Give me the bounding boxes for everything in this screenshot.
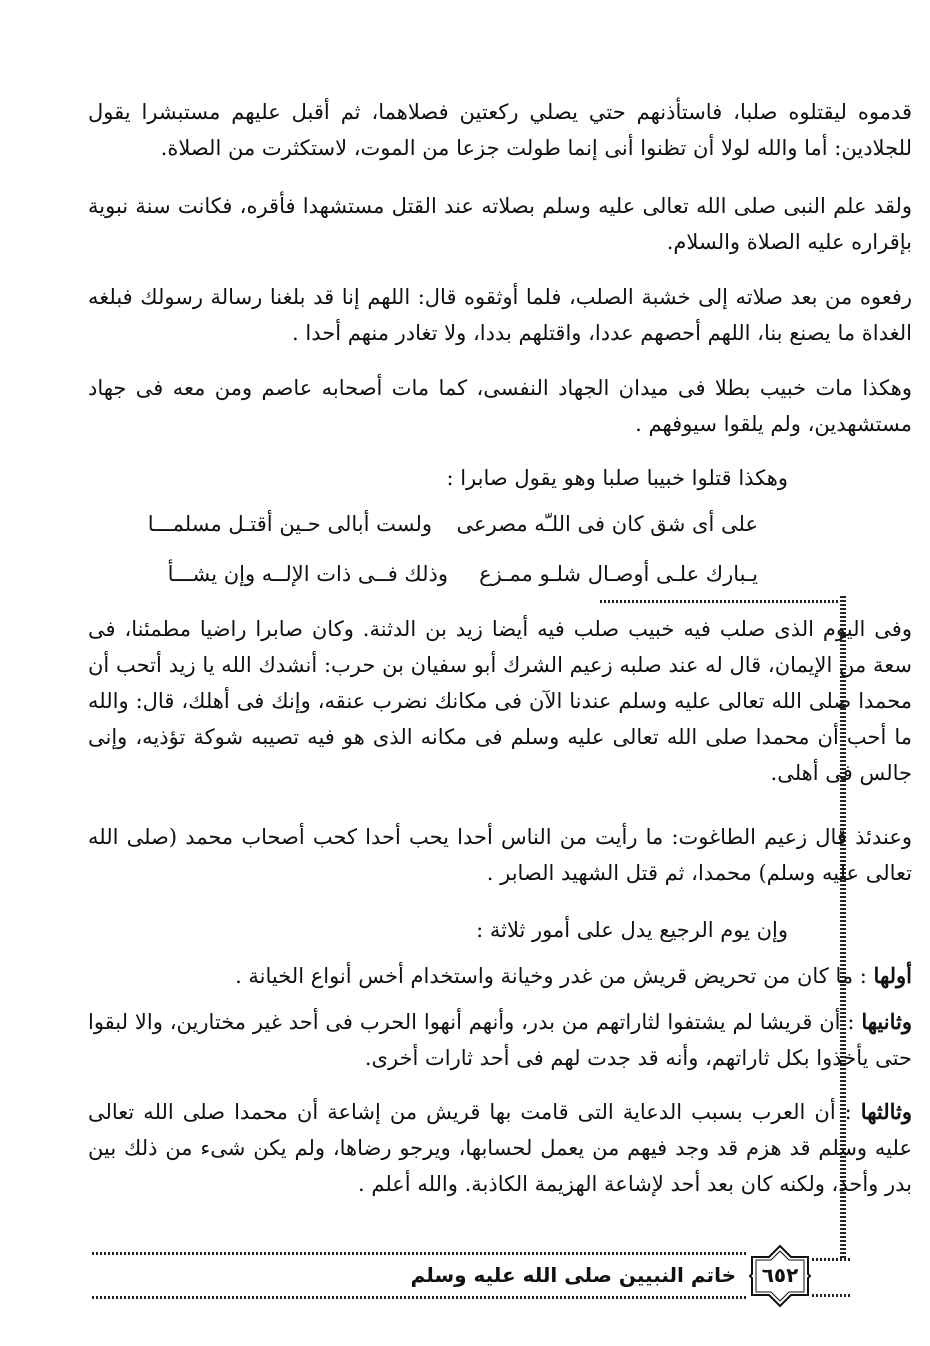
paragraph-first-matter	[88, 958, 912, 994]
second-matter-lead: وثانيها	[861, 1009, 912, 1034]
paragraph-three-matters-intro: وإن يوم الرجيع يدل على أمور ثلاثة :	[476, 918, 788, 942]
footer-rule-right-top	[812, 1258, 852, 1261]
frame-border-top	[600, 600, 848, 603]
paragraph-crucifixion-supplication: رفعوه من بعد صلاته إلى خشبة الصلب، فلما أوثقوه قال: اللهم إنا قد بلغنا رسالة رسولك فبلغه الغداة ما يصنع بنا، اللهم أحصهم عددا، واقتلهم بددا، ولا تغادر منهم أحدا .	[88, 285, 912, 345]
page-number: ٦٥٢	[761, 1263, 799, 1287]
first-matter-text: : ما كان من تحريض قريش من غدر وخيانة واستخدام أخس أنواع الخيانة .	[235, 964, 874, 988]
paragraph-zaid-story: وفى اليوم الذى صلب فيه خبيب صلب فيه أيضا زيد بن الدثنة. وكان صابرا راضيا مطمئنا، فى سعة من الإيمان، قال له عند صلبه زعيم الشرك أبو سفيان بن حرب: أنشدك الله يا زيد أتحب أن محمدا صلى الله تعالى عليه وسلم عندنا الآن فى مكانك نضرب عنقه، وإنك فى أهلك، قال: والله ما أحب أن محمدا صلى الله تعالى عليه وسلم فى مكانه الذى هو فيه تصيبه شوكة تؤذيه، وإنى جالس فى أهلى.	[88, 617, 912, 785]
poem-line1-first-hemistich: ولست أبالى حـين أقتـل مسلمـــا	[147, 512, 432, 536]
third-matter-lead: وثالثها	[860, 1099, 912, 1124]
paragraph-third-matter	[88, 1094, 912, 1202]
paragraph-execution-prayer: قدموه ليقتلوه صلبا، فاستأذنهم حتي يصلي ركعتين فصلاهما، ثم أقبل عليهم مستبشرا يقول للجلادين: أما والله لولا أن تظنوا أنى إنما طولت جزعا من الموت، لاستكثرت من الصلاة.	[88, 100, 912, 160]
footer-rule-bottom	[92, 1296, 748, 1299]
poem-line1-second-hemistich: على أى شق كان فى اللـّه مصرعى	[456, 512, 758, 536]
footer-rule-right-bottom	[812, 1294, 852, 1297]
paragraph-prophet-approval: ولقد علم النبى صلى الله تعالى عليه وسلم بصلاته عند القتل مستشهدا فأقره، فكانت سنة نبوية بإقراره عليه الصلاة والسلام.	[88, 194, 912, 254]
paragraph-tyrant-statement: وعندئذ قال زعيم الطاغوت: ما رأيت من الناس أحدا يحب أحدا كحب أصحاب محمد (صلى الله تعالى عليه وسلم) محمدا، ثم قتل الشهيد الصابر .	[88, 825, 912, 885]
second-matter-text: : أن قريشا لم يشتفوا لثاراتهم من بدر، وأنهم أنهوا الحرب فى أحد غير مختارين، والا لبقوا حتى يأخذوا بكل ثاراتهم، وأنه قد جدت لهم فى أحد ثارات أخرى.	[88, 1010, 912, 1070]
running-footer-title: خاتم النبيين صلى الله عليه وسلم	[410, 1263, 736, 1287]
third-matter-text: : أن العرب بسبب الدعاية التى قامت بها قريش من إشاعة أن محمدا صلى الله تعالى عليه وسلم قد هزم قد وجد فيهم من يعمل لحسابها، ويرجو رضاها، ولم يكن شىء من ذلك بين بدر وأحد، ولكنه كان بعد أحد لإشاعة الهزيمة الكاذبة. والله أعلم .	[88, 1100, 912, 1196]
paragraph-khubaib-death: وهكذا مات خبيب بطلا فى ميدان الجهاد النفسى، كما مات أصحابه عاصم ومن معه فى جهاد مستشهدين، ولم يلقوا سيوفهم .	[88, 376, 912, 436]
poem-line2-first-hemistich: وذلك فــى ذات الإلــه وإن يشـــأ	[167, 562, 448, 586]
footer-rule-top	[92, 1252, 748, 1255]
paragraph-poem-intro: وهكذا قتلوا خبيبا صلبا وهو يقول صابرا :	[446, 466, 788, 490]
paragraph-second-matter	[88, 1004, 912, 1076]
first-matter-lead: أولها	[873, 963, 912, 988]
poem-line2-second-hemistich: يـبارك علـى أوصـال شلـو ممـزع	[479, 562, 758, 586]
